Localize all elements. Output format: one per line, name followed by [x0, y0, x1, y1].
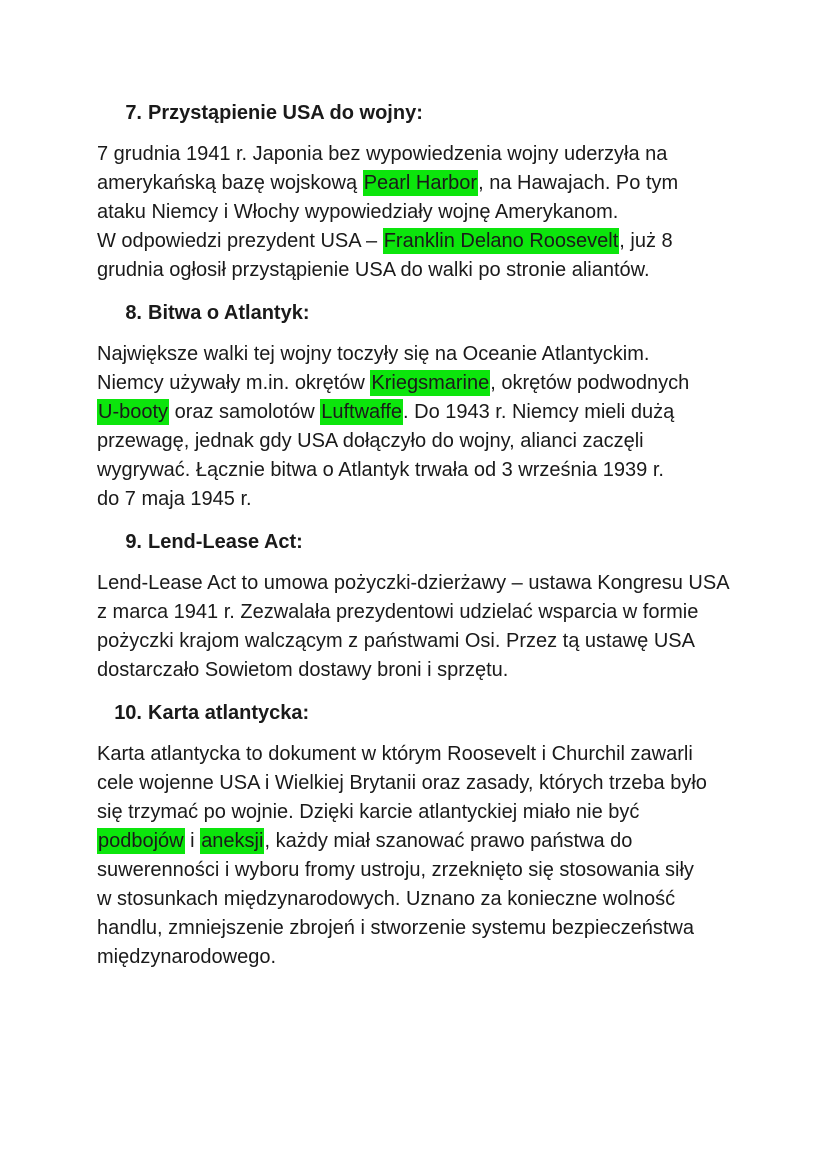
- text-run: grudnia ogłosił przystąpienie USA do walki po stronie aliantów.: [97, 259, 650, 281]
- paragraph-line: [97, 914, 797, 943]
- heading-number: 7.: [125, 102, 142, 124]
- text-run: i: [184, 830, 201, 852]
- text-run: cele wojenne USA i Wielkiej Brytanii oraz zasady, których trzeba było: [97, 772, 707, 794]
- paragraph-line: [97, 598, 797, 627]
- document-content: [97, 99, 797, 986]
- heading-title: Karta atlantycka:: [148, 702, 310, 724]
- paragraph-line: [97, 827, 797, 856]
- highlighted-run: Franklin Delano Roosevelt: [383, 230, 619, 252]
- paragraph-line: [97, 769, 797, 798]
- text-run: , każdy miał szanować prawo państwa do: [264, 830, 633, 852]
- text-run: , okrętów podwodnych: [490, 372, 690, 394]
- section-paragraph: [97, 140, 797, 285]
- paragraph-line: [97, 427, 797, 456]
- section-heading: [97, 299, 797, 328]
- section-paragraph: [97, 340, 797, 514]
- paragraph-line: [97, 943, 797, 972]
- paragraph-line: [97, 369, 797, 398]
- heading-title: Przystąpienie USA do wojny:: [148, 102, 423, 124]
- heading-number: 10.: [114, 702, 142, 724]
- text-run: ataku Niemcy i Włochy wypowiedziały wojnę Amerykanom.: [97, 201, 619, 223]
- paragraph-line: [97, 656, 797, 685]
- text-run: Karta atlantycka to dokument w którym Roosevelt i Churchil zawarli: [97, 743, 693, 765]
- paragraph-line: [97, 798, 797, 827]
- text-run: wygrywać. Łącznie bitwa o Atlantyk trwała od 3 września 1939 r.: [97, 459, 664, 481]
- section-heading: [97, 528, 797, 557]
- heading-number: 8.: [125, 302, 142, 324]
- highlighted-run: Kriegsmarine: [371, 372, 490, 394]
- text-run: pożyczki krajom walczącym z państwami Osi. Przez tą ustawę USA: [97, 630, 695, 652]
- text-run: oraz samolotów: [169, 401, 321, 423]
- text-run: amerykańską bazę wojskową: [97, 172, 363, 194]
- text-run: 7 grudnia 1941 r. Japonia bez wypowiedzenia wojny uderzyła na: [97, 143, 668, 165]
- paragraph-line: [97, 140, 797, 169]
- text-run: suwerenności i wyboru fromy ustroju, zrzeknięto się stosowania siły: [97, 859, 694, 881]
- text-run: . Do 1943 r. Niemcy mieli dużą: [403, 401, 675, 423]
- text-run: Największe walki tej wojny toczyły się na Oceanie Atlantyckim.: [97, 343, 650, 365]
- paragraph-line: [97, 856, 797, 885]
- text-run: w stosunkach międzynarodowych. Uznano za konieczne wolność: [97, 888, 676, 910]
- text-run: handlu, zmniejszenie zbrojeń i stworzenie systemu bezpieczeństwa: [97, 917, 694, 939]
- text-run: międzynarodowego.: [97, 946, 276, 968]
- paragraph-line: [97, 627, 797, 656]
- text-run: W odpowiedzi prezydent USA –: [97, 230, 383, 252]
- section-heading: [97, 699, 797, 728]
- text-run: do 7 maja 1945 r.: [97, 488, 252, 510]
- highlighted-run: Luftwaffe: [321, 401, 403, 423]
- paragraph-line: [97, 569, 797, 598]
- highlighted-run: U-booty: [98, 401, 169, 423]
- heading-number: 9.: [125, 531, 142, 553]
- paragraph-line: [97, 456, 797, 485]
- section-paragraph: [97, 740, 797, 972]
- paragraph-line: [97, 198, 797, 227]
- highlighted-run: podbojów: [98, 830, 184, 852]
- paragraph-line: [97, 740, 797, 769]
- text-run: z marca 1941 r. Zezwalała prezydentowi udzielać wsparcia w formie: [97, 601, 699, 623]
- section-paragraph: [97, 569, 797, 685]
- heading-title: Lend-Lease Act:: [148, 531, 303, 553]
- paragraph-line: [97, 340, 797, 369]
- paragraph-line: [97, 169, 797, 198]
- highlighted-run: aneksji: [201, 830, 264, 852]
- text-run: , na Hawajach. Po tym: [478, 172, 679, 194]
- paragraph-line: [97, 398, 797, 427]
- paragraph-line: [97, 256, 797, 285]
- highlighted-run: Pearl Harbor: [363, 172, 478, 194]
- text-run: , już 8: [619, 230, 673, 252]
- text-run: Niemcy używały m.in. okrętów: [97, 372, 371, 394]
- section-heading: [97, 99, 797, 128]
- text-run: Lend-Lease Act to umowa pożyczki-dzierżawy – ustawa Kongresu USA: [97, 572, 730, 594]
- paragraph-line: [97, 227, 797, 256]
- text-run: się trzymać po wojnie. Dzięki karcie atlantyckiej miało nie być: [97, 801, 640, 823]
- paragraph-line: [97, 485, 797, 514]
- text-run: dostarczało Sowietom dostawy broni i sprzętu.: [97, 659, 509, 681]
- heading-title: Bitwa o Atlantyk:: [148, 302, 310, 324]
- text-run: przewagę, jednak gdy USA dołączyło do wojny, alianci zaczęli: [97, 430, 644, 452]
- paragraph-line: [97, 885, 797, 914]
